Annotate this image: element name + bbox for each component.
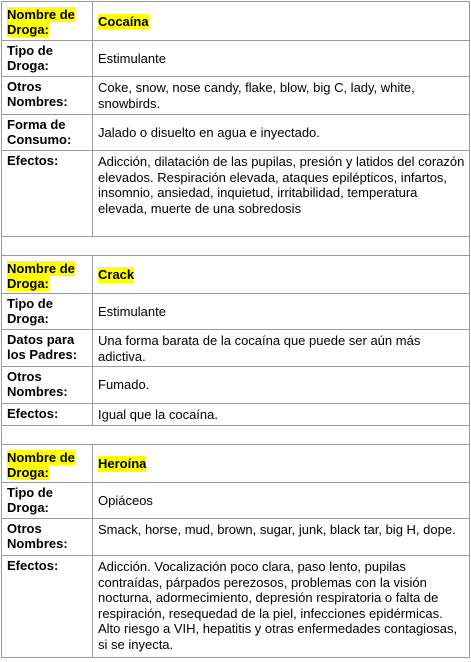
field-value: Adicción, dilatación de las pupilas, presión y latidos del corazón elevados. Respiración elevada, ataques epilépticos, infartos, insomnio, ansiedad, inquietud, irritabilidad, temperatura elevada, muerte de una sobredosis bbox=[98, 154, 465, 216]
field-row-efectos bbox=[2, 556, 469, 657]
field-row-efectos bbox=[2, 151, 469, 237]
field-value: Estimulante bbox=[98, 51, 166, 66]
drug-name: Crack bbox=[98, 267, 135, 283]
drug-name-row bbox=[2, 445, 469, 483]
drug-name-label: Nombre de Droga: bbox=[2, 445, 93, 482]
field-row-datos-padres bbox=[2, 330, 469, 367]
field-value: Adicción. Vocalización poco clara, paso lento, pupilas contraídas, párpados perezosos, problemas con la visión nocturna, adormecimiento, depresión respiratoria o falta de respiración, resequedad de la piel, infecciones epidérmicas. Alto riesgo a VIH, hepatitis y otras enfermedades contagiosas, si se inyecta. bbox=[98, 559, 458, 652]
field-label: Otros Nombres: bbox=[2, 77, 93, 114]
field-label: Otros Nombres: bbox=[2, 519, 93, 555]
drug-name: Cocaína bbox=[98, 13, 149, 29]
section-spacer bbox=[2, 237, 469, 256]
field-row-tipo bbox=[2, 41, 469, 77]
drug-info-table bbox=[1, 1, 470, 658]
field-label: Efectos: bbox=[2, 556, 93, 657]
field-value: Coke, snow, nose candy, flake, blow, big C, lady, white, snowbirds. bbox=[98, 80, 415, 111]
field-value: Estimulante bbox=[98, 304, 166, 319]
field-row-tipo bbox=[2, 294, 469, 330]
field-value: Opiáceos bbox=[98, 493, 153, 508]
field-value: Igual que la cocaína. bbox=[98, 407, 218, 422]
field-row-otros-nombres bbox=[2, 77, 469, 115]
section-spacer bbox=[2, 426, 469, 445]
field-label: Tipo de Droga: bbox=[2, 483, 93, 518]
drug-name-label: Nombre de Droga: bbox=[2, 2, 93, 40]
field-row-otros-nombres bbox=[2, 367, 469, 404]
field-label: Efectos: bbox=[2, 151, 93, 236]
field-label: Tipo de Droga: bbox=[2, 41, 93, 76]
field-value: Smack, horse, mud, brown, sugar, junk, black tar, big H, dope. bbox=[98, 522, 456, 537]
drug-name-label: Nombre de Droga: bbox=[2, 256, 93, 293]
field-row-otros-nombres bbox=[2, 519, 469, 556]
field-value: Jalado o disuelto en agua e inyectado. bbox=[98, 125, 320, 140]
drug-name-row bbox=[2, 2, 469, 41]
field-label: Otros Nombres: bbox=[2, 367, 93, 403]
field-label: Efectos: bbox=[2, 404, 93, 425]
field-label: Datos para los Padres: bbox=[2, 330, 93, 366]
field-row-efectos bbox=[2, 404, 469, 426]
field-value: Fumado. bbox=[98, 377, 150, 392]
field-label: Tipo de Droga: bbox=[2, 294, 93, 329]
field-row-tipo bbox=[2, 483, 469, 519]
drug-name: Heroína bbox=[98, 456, 147, 472]
field-value: Una forma barata de la cocaína que puede ser aún más adictiva. bbox=[98, 333, 421, 364]
field-label: Forma de Consumo: bbox=[2, 115, 93, 150]
drug-name-row bbox=[2, 256, 469, 294]
field-row-forma-consumo bbox=[2, 115, 469, 151]
